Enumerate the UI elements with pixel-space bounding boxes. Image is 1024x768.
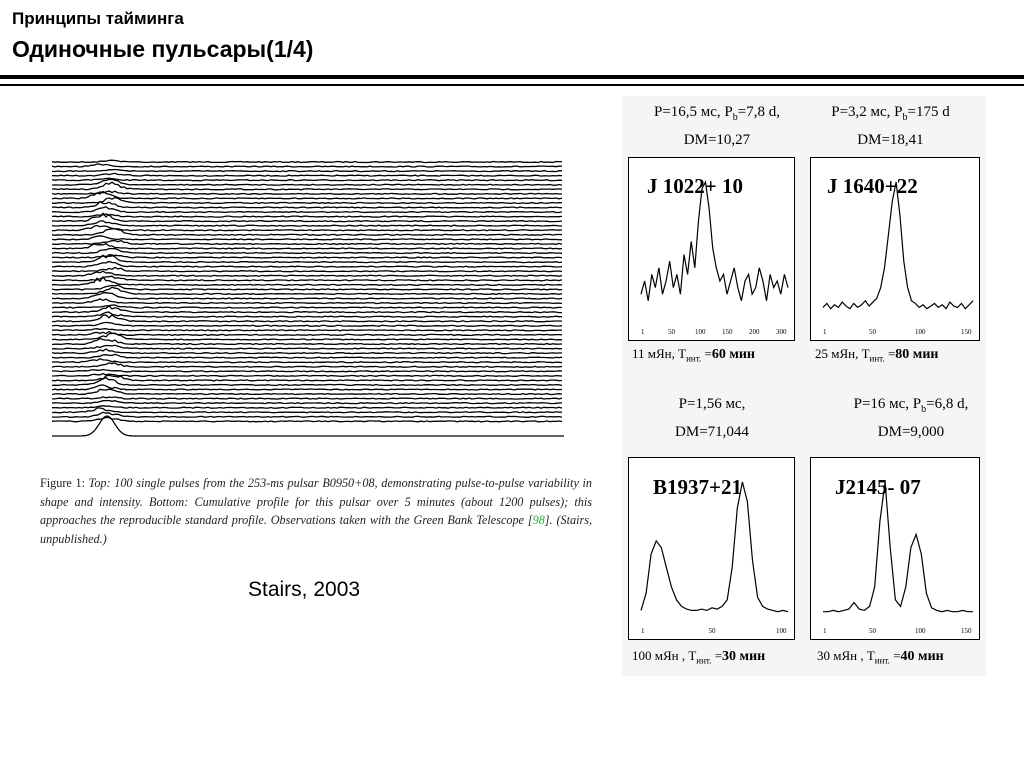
x-tick-label: 100 — [776, 627, 787, 635]
x-tick-label: 1 — [823, 627, 827, 635]
single-pulse-trace — [52, 255, 562, 263]
slide-title: Одиночные пульсары(1/4) — [12, 36, 314, 62]
single-pulse-trace — [52, 214, 562, 217]
profile-frame-3 — [810, 457, 980, 640]
single-pulse-trace — [52, 305, 562, 308]
profile-line-1 — [823, 182, 973, 309]
single-pulse-trace — [52, 312, 562, 317]
single-pulse-trace — [52, 363, 562, 367]
profile-line-3 — [823, 482, 973, 612]
x-tick-label: 150 — [961, 328, 972, 336]
figure-credit: Stairs, 2003 — [248, 578, 361, 601]
pulsar-params-2: P=1,56 мс, DM=71,044 — [675, 396, 749, 440]
figure-label: Figure 1: — [40, 476, 85, 490]
single-pulse-trace — [52, 236, 562, 240]
pulsar-name-2: B1937+21 — [653, 475, 742, 499]
figure-caption-text-a: Top: 100 single pulses from the 253-ms pulsar B0950+08, demonstrating pulse-to-pulse variability in shape and intensity. Bottom: Cumulative profile for this pulsar over 5 minutes (about 1200 pulses); this approaches the reproducible standard profile. Observations taken with the Green Bank Telescope [ — [40, 476, 593, 527]
pulsar-name-3: J2145- 07 — [835, 475, 921, 499]
single-pulse-trace — [52, 345, 562, 349]
profile-footer-2: 100 мЯн , $T_{инт.} =30$ мин — [632, 648, 766, 666]
single-pulse-trace — [52, 359, 562, 363]
single-pulse-trace — [52, 406, 562, 409]
profile-footer-3: 30 мЯн , $T_{инт.} =40$ мин — [817, 648, 944, 666]
single-pulse-trace — [52, 191, 562, 199]
single-pulse-trace — [52, 213, 562, 221]
profile-line-0 — [641, 182, 788, 301]
profile-frame-2 — [628, 457, 795, 640]
x-tick-label: 1 — [641, 627, 645, 635]
pulsar-params-0: P=16,5 мс, $P_b=7,8$ d, DM=10,27 — [653, 104, 780, 148]
profile-frame-1 — [810, 157, 980, 341]
pulsar-params-3: P=16 мс, $P_b=6,8$ d, DM=9,000 — [853, 396, 969, 440]
single-pulse-trace — [52, 255, 562, 258]
x-tick-label: 100 — [915, 328, 926, 336]
x-tick-label: 50 — [708, 627, 716, 635]
title-rule-thick — [0, 75, 1024, 79]
single-pulse-trace — [52, 285, 562, 290]
single-pulse-trace — [52, 178, 562, 180]
x-tick-label: 300 — [776, 328, 787, 336]
profile-footer-0: 11 мЯн, $T_{инт.} =60$ мин — [632, 346, 755, 364]
single-pulse-trace — [52, 385, 562, 390]
pulsar-name-1: J 1640+22 — [827, 174, 918, 198]
x-tick-label: 100 — [695, 328, 706, 336]
single-pulse-trace — [52, 267, 562, 271]
figure-reference-link[interactable]: 98 — [532, 513, 545, 527]
single-pulse-trace — [52, 374, 562, 377]
x-tick-label: 1 — [641, 328, 645, 336]
x-tick-label: 150 — [961, 627, 972, 635]
profile-footer-1: 25 мЯн, $T_{инт.} =80$ мин — [815, 346, 939, 364]
single-pulse-trace — [52, 354, 562, 358]
x-tick-label: 50 — [668, 328, 675, 336]
single-pulse-trace — [52, 329, 562, 331]
single-pulse-trace — [52, 332, 562, 336]
single-pulse-trace — [52, 164, 562, 167]
single-pulse-trace — [52, 276, 562, 281]
x-tick-label: 100 — [915, 627, 926, 635]
x-tick-label: 150 — [722, 328, 733, 336]
single-pulse-trace — [52, 170, 562, 172]
single-pulse-trace — [52, 277, 562, 285]
x-tick-label: 200 — [749, 328, 760, 336]
figure-caption-text-b: ]. (Stairs, unpublished.) — [40, 513, 593, 546]
single-pulse-trace — [52, 241, 562, 245]
pulsar-params-1: P=3,2 мс, $P_b=175$ d DM=18,41 — [831, 104, 950, 148]
single-pulse-trace — [52, 182, 562, 190]
single-pulse-trace — [52, 408, 562, 413]
x-tick-label: 1 — [823, 328, 827, 336]
single-pulse-trace — [52, 370, 562, 372]
title-rule-thin — [0, 84, 1024, 86]
profile-frame-0 — [628, 157, 795, 341]
single-pulses-stack-plot — [52, 158, 564, 440]
single-pulse-trace — [52, 322, 562, 326]
figure-caption — [40, 474, 592, 548]
x-tick-label: 50 — [869, 627, 876, 635]
single-pulse-trace — [52, 417, 562, 421]
single-pulse-trace — [52, 191, 562, 194]
single-pulse-trace — [52, 299, 562, 304]
cumulative-profile-trace — [52, 416, 564, 436]
profile-line-2 — [641, 482, 788, 612]
pulsar-name-0: J 1022+ 10 — [647, 174, 743, 198]
single-pulse-trace — [52, 173, 562, 176]
single-pulse-trace — [52, 160, 562, 162]
single-pulse-trace — [52, 397, 562, 399]
single-pulse-trace — [52, 349, 562, 354]
x-tick-label: 50 — [869, 328, 876, 336]
slide-subtitle: Принципы тайминга — [12, 9, 184, 28]
single-pulse-trace — [52, 401, 562, 404]
